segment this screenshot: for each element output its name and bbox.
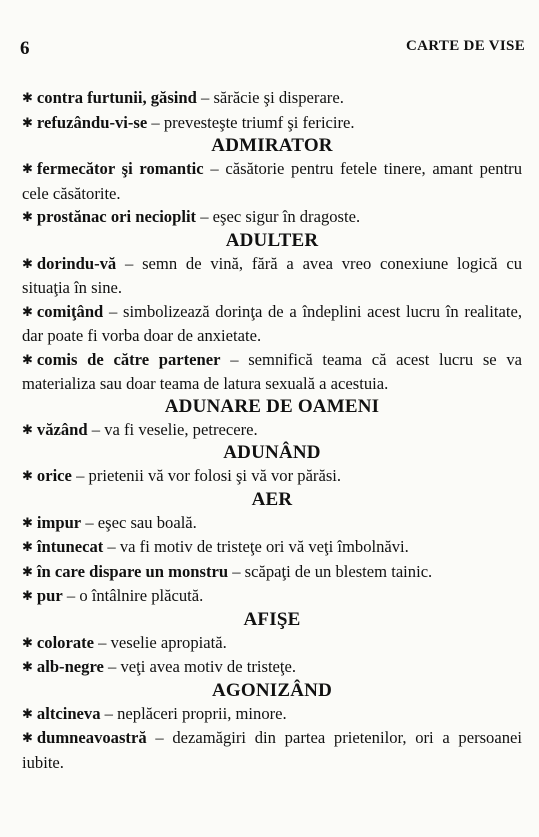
entry-meaning: – veselie apropiată. bbox=[94, 632, 227, 652]
running-title: CARTE DE VISE bbox=[406, 38, 525, 54]
entry-term: dumneavoastră bbox=[36, 728, 147, 747]
entry-meaning: – dezamăgiri din partea prietenilor, ori a persoanei iubite. bbox=[22, 728, 522, 772]
entry-meaning: – căsătorie pentru fetele tinere, amant pentru cele căsătorite. bbox=[22, 159, 523, 203]
bullet-icon: ✱ bbox=[22, 209, 33, 224]
entry-meaning: – va fi veselie, petrecere. bbox=[87, 419, 258, 439]
dream-entry bbox=[22, 560, 522, 585]
dream-entry bbox=[22, 348, 522, 396]
bullet-icon: ✱ bbox=[22, 114, 33, 130]
section-title: AFIŞE bbox=[243, 608, 301, 630]
dream-entry bbox=[22, 631, 522, 656]
dream-entry bbox=[22, 584, 522, 609]
bullet-icon: ✱ bbox=[22, 539, 33, 554]
dream-entry bbox=[22, 655, 522, 680]
entry-term: fermecător şi romantic bbox=[36, 159, 204, 178]
entry-meaning: – eşec sau boală. bbox=[81, 512, 197, 532]
dream-entry bbox=[22, 157, 522, 205]
entry-term: comiţând bbox=[36, 301, 104, 321]
section-title: ADULTER bbox=[225, 229, 319, 251]
bullet-icon: ✱ bbox=[22, 255, 33, 271]
bullet-icon: ✱ bbox=[22, 351, 33, 367]
entry-term: prostănac ori necioplit bbox=[36, 207, 197, 226]
entry-term: întunecat bbox=[36, 537, 104, 556]
dream-entry bbox=[22, 205, 522, 230]
entry-term: dorindu-vă bbox=[36, 253, 117, 273]
entry-meaning: – sărăcie şi disperare. bbox=[196, 88, 344, 107]
page-number: 6 bbox=[20, 38, 30, 59]
bullet-icon: ✱ bbox=[22, 705, 33, 721]
entry-term: comis de către partener bbox=[36, 349, 221, 369]
dream-entry bbox=[22, 252, 522, 300]
entry-meaning: – semn de vină, fără a avea vreo conexiune logică cu situaţia în sine. bbox=[22, 253, 522, 297]
section-title: ADUNARE DE OAMENI bbox=[164, 395, 380, 417]
bullet-icon: ✱ bbox=[22, 303, 33, 319]
bullet-icon: ✱ bbox=[22, 421, 33, 437]
entry-term: refuzându-vi-se bbox=[36, 112, 148, 132]
dream-entry bbox=[22, 702, 522, 727]
bullet-icon: ✱ bbox=[22, 514, 33, 530]
entry-term: contra furtunii, găsind bbox=[36, 88, 197, 107]
entry-term: văzând bbox=[36, 419, 88, 439]
entry-meaning: – va fi motiv de tristeţe ori vă veţi îmbolnăvi. bbox=[103, 537, 409, 556]
entry-term: alb-negre bbox=[36, 657, 104, 676]
dream-entry bbox=[22, 300, 522, 348]
entry-meaning: – neplăceri proprii, minore. bbox=[100, 703, 287, 723]
entry-meaning: – simbolizează dorinţa de a îndeplini acest lucru în realitate, dar poate fi vorba doar de anxietate. bbox=[22, 301, 522, 345]
bullet-icon: ✱ bbox=[22, 468, 33, 483]
page-header bbox=[20, 38, 525, 60]
entry-meaning: – semnifică teama că acest lucru se va materializa sau doar teama de latura sexuală a acestuia. bbox=[22, 349, 522, 393]
bullet-icon: ✱ bbox=[22, 588, 33, 603]
entry-term: orice bbox=[36, 466, 72, 485]
entry-meaning: – o întâlnire plăcută. bbox=[62, 586, 204, 605]
entry-meaning: – prietenii vă vor folosi şi vă vor părăsi. bbox=[71, 466, 342, 485]
section-title: AER bbox=[251, 488, 293, 510]
entry-meaning: – prevesteşte triumf şi fericire. bbox=[147, 112, 355, 132]
entry-term: impur bbox=[36, 512, 82, 532]
entry-term: în care dispare un monstru bbox=[36, 561, 229, 581]
dream-entry bbox=[22, 111, 522, 136]
section-title: AGONIZÂND bbox=[211, 679, 333, 701]
section-title: ADMIRATOR bbox=[211, 135, 333, 156]
entry-meaning: – veţi avea motiv de tristeţe. bbox=[103, 657, 297, 676]
entry-meaning: – eşec sigur în dragoste. bbox=[196, 207, 361, 226]
dictionary-content bbox=[22, 86, 522, 774]
entry-meaning: – scăpaţi de un blestem tainic. bbox=[228, 561, 433, 581]
dream-entry bbox=[22, 418, 522, 443]
bullet-icon: ✱ bbox=[22, 730, 33, 745]
dream-entry bbox=[22, 535, 522, 560]
bullet-icon: ✱ bbox=[22, 634, 33, 650]
bullet-icon: ✱ bbox=[22, 659, 33, 674]
dream-entry bbox=[22, 86, 522, 111]
dream-entry bbox=[22, 726, 522, 774]
bullet-icon: ✱ bbox=[22, 90, 33, 105]
section-title: ADUNÂND bbox=[223, 442, 321, 463]
dream-entry bbox=[22, 511, 522, 536]
bullet-icon: ✱ bbox=[22, 563, 33, 579]
entry-term: colorate bbox=[36, 632, 95, 652]
entry-term: pur bbox=[36, 586, 63, 605]
bullet-icon: ✱ bbox=[22, 161, 33, 176]
entry-term: altcineva bbox=[36, 703, 101, 723]
dream-entry bbox=[22, 464, 522, 489]
